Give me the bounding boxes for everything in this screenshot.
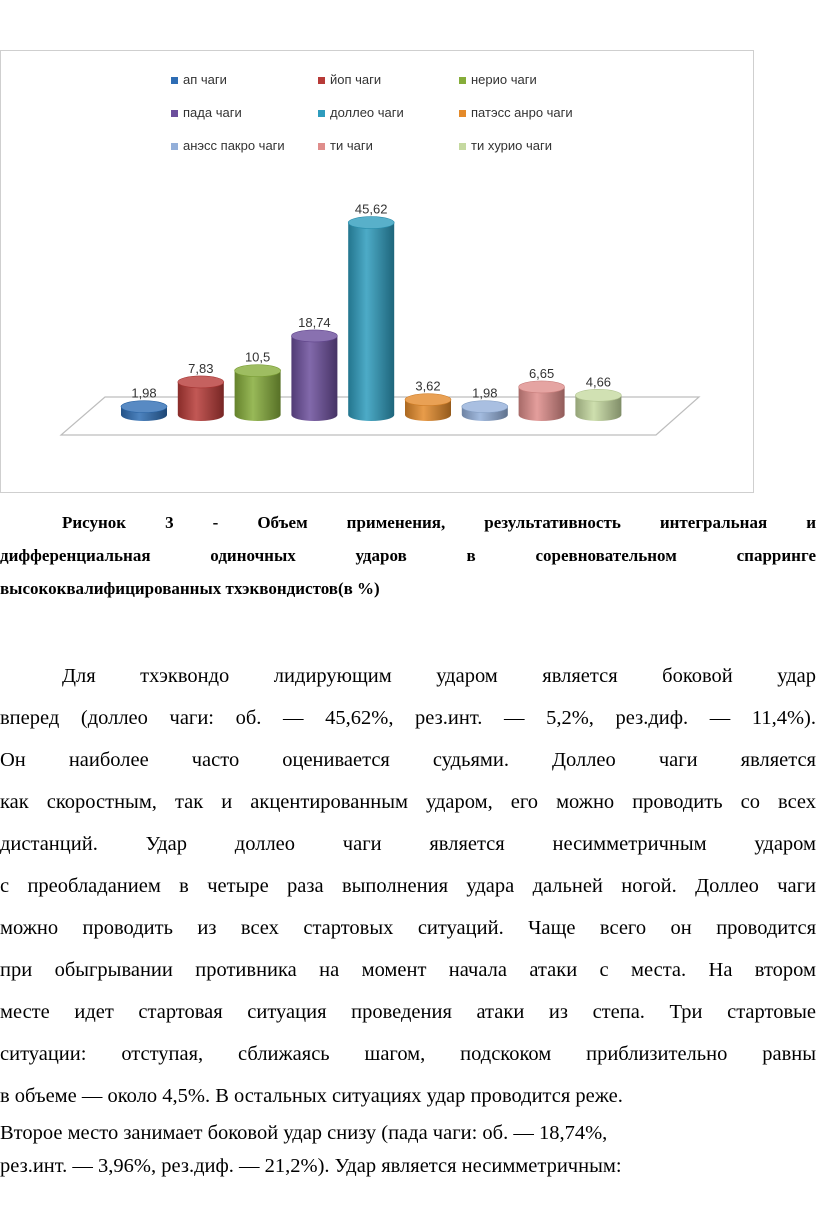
text-line: Для тхэквондо лидирующим ударом является боковой удар xyxy=(62,665,816,687)
text-line: Он наиболее часто оценивается судьями. Доллео чаги является xyxy=(0,749,816,771)
bar xyxy=(348,217,394,421)
figure-caption xyxy=(0,506,816,605)
data-label: 45,62 xyxy=(354,201,388,217)
text-line: с преобладанием в четыре раза выполнения удара дальней ногой. Доллео чаги xyxy=(0,875,816,897)
text-line: месте идет стартовая ситуация проведения атаки из степа. Три стартовые xyxy=(0,1001,816,1023)
bar xyxy=(178,376,224,421)
bar xyxy=(235,365,281,421)
data-label: 4,66 xyxy=(585,374,612,390)
data-label: 10,5 xyxy=(244,349,271,365)
bar xyxy=(462,401,508,421)
paragraph-2 xyxy=(0,1117,816,1183)
bar xyxy=(291,330,337,421)
text-line: дистанций. Удар доллео чаги является несимметричным ударом xyxy=(0,833,816,855)
legend-swatch xyxy=(318,143,325,150)
data-label: 1,98 xyxy=(472,385,498,401)
legend-swatch xyxy=(459,143,466,150)
legend-label: ти чаги xyxy=(330,138,373,153)
bar xyxy=(405,394,451,421)
legend-label: йоп чаги xyxy=(330,72,382,87)
bar xyxy=(575,389,621,421)
legend-swatch xyxy=(318,77,325,84)
legend-swatch xyxy=(171,143,178,150)
text-line: при обыгрывании противника на момент начала атаки с места. На втором xyxy=(0,959,816,981)
caption-line: дифференциальная одиночных ударов в соревновательном спарринге xyxy=(0,546,816,565)
text-line: Второе место занимает боковой удар снизу (пада чаги: об. — 18,74%, xyxy=(0,1122,608,1144)
bars xyxy=(121,217,621,421)
body-text xyxy=(0,655,816,1177)
data-label: 6,65 xyxy=(528,365,555,381)
legend-swatch xyxy=(459,110,466,117)
bar xyxy=(519,381,565,421)
data-label: 7,83 xyxy=(188,360,214,376)
data-label: 3,62 xyxy=(415,378,441,394)
legend-swatch xyxy=(171,110,178,117)
paragraph-1 xyxy=(0,655,816,1117)
text-line: вперед (доллео чаги: об. — 45,62%, рез.инт. — 5,2%, рез.диф. — 11,4%). xyxy=(0,707,816,729)
bar-chart-3d xyxy=(1,51,755,494)
legend xyxy=(171,72,573,153)
data-label: 1,98 xyxy=(131,385,157,401)
legend-swatch xyxy=(459,77,466,84)
legend-swatch xyxy=(171,77,178,84)
data-label: 18,74 xyxy=(298,314,331,330)
legend-label: ап чаги xyxy=(183,72,227,87)
bar xyxy=(121,401,167,421)
caption-line: Рисунок 3 - Объем применения, результативность интегральная и xyxy=(62,513,816,532)
legend-label: нерио чаги xyxy=(471,72,537,87)
legend-label: доллео чаги xyxy=(330,105,404,120)
legend-swatch xyxy=(318,110,325,117)
text-line: ситуации: отступая, сближаясь шагом, подскоком приблизительно равны xyxy=(0,1043,816,1065)
text-line: как скоростным, так и акцентированным ударом, его можно проводить со всех xyxy=(0,791,816,813)
legend-label: патэсс анро чаги xyxy=(471,105,573,120)
caption-line: высококвалифицированных тхэквондистов(в %) xyxy=(0,579,380,598)
chart-container xyxy=(0,50,754,493)
legend-label: анэсс пакро чаги xyxy=(183,138,285,153)
text-line: рез.инт. — 3,96%, рез.диф. — 21,2%). Удар является несимметричным: xyxy=(0,1155,622,1177)
legend-label: ти хурио чаги xyxy=(471,138,553,153)
text-line: можно проводить из всех стартовых ситуаций. Чаще всего он проводится xyxy=(0,917,816,939)
legend-label: пада чаги xyxy=(183,105,242,120)
text-line: в объеме — около 4,5%. В остальных ситуациях удар проводится реже. xyxy=(0,1085,623,1107)
